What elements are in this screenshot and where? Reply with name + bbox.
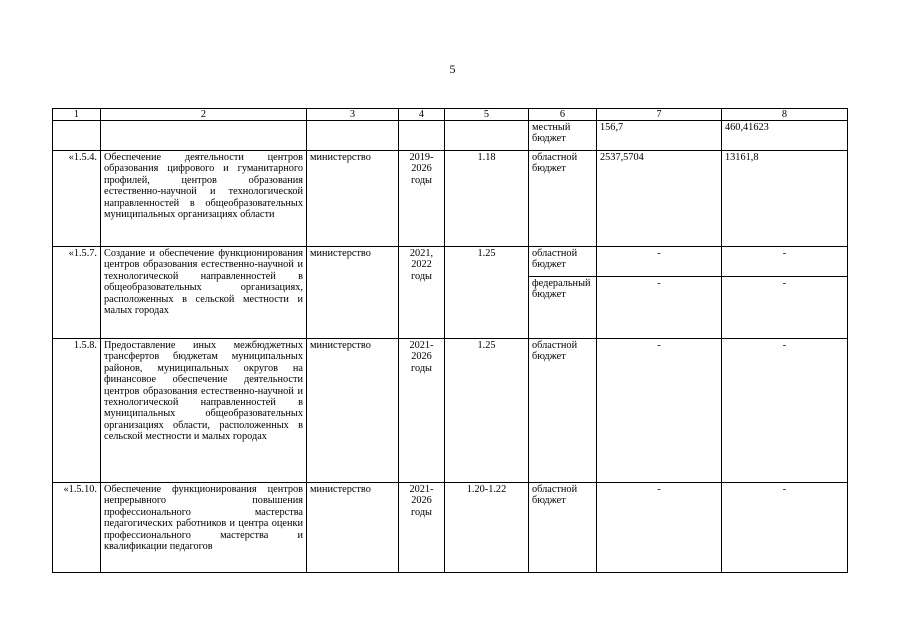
- row-number: [53, 121, 101, 151]
- row-amount-1: -: [597, 277, 722, 339]
- row-source: областной бюджет: [529, 151, 597, 247]
- row-executor: министерство: [307, 151, 399, 247]
- row-description: Обеспечение деятельности центров образования цифрового и гуманитарного профилей, центров образования естественно-научной и технологической направленностей в общеобразовательных муниципальных организациях области: [101, 151, 307, 247]
- row-number: «1.5.4.: [53, 151, 101, 247]
- table-row: [53, 483, 848, 573]
- row-executor: министерство: [307, 339, 399, 483]
- row-years: 2021-2026 годы: [399, 483, 445, 573]
- program-table: [52, 108, 848, 573]
- row-executor: министерство: [307, 247, 399, 339]
- row-number: «1.5.7.: [53, 247, 101, 339]
- header-cell: 5: [445, 109, 529, 121]
- row-indicator: 1.20-1.22: [445, 483, 529, 573]
- row-source: областной бюджет: [529, 247, 597, 277]
- row-amount-2: -: [722, 339, 848, 483]
- row-source: областной бюджет: [529, 483, 597, 573]
- header-row: [53, 109, 848, 121]
- row-number: 1.5.8.: [53, 339, 101, 483]
- row-description: [101, 121, 307, 151]
- row-amount-1: -: [597, 247, 722, 277]
- row-source: федеральный бюджет: [529, 277, 597, 339]
- row-years: 2021, 2022 годы: [399, 247, 445, 339]
- table-row: [53, 121, 848, 151]
- row-years: [399, 121, 445, 151]
- row-indicator: [445, 121, 529, 151]
- row-years: 2019-2026 годы: [399, 151, 445, 247]
- row-executor: [307, 121, 399, 151]
- row-source: областной бюджет: [529, 339, 597, 483]
- table-row: [53, 151, 848, 247]
- row-amount-2: -: [722, 277, 848, 339]
- row-amount-1: 2537,5704: [597, 151, 722, 247]
- page-number: 5: [449, 62, 456, 76]
- row-source: местный бюджет: [529, 121, 597, 151]
- row-amount-2: 460,41623: [722, 121, 848, 151]
- row-description: Создание и обеспечение функционирования центров образования естественно-научной и технологической направленностей в общеобразовательных организациях, расположенных в сельской местности и малых городах: [101, 247, 307, 339]
- header-cell: 8: [722, 109, 848, 121]
- row-number: «1.5.10.: [53, 483, 101, 573]
- row-years: 2021-2026 годы: [399, 339, 445, 483]
- row-amount-2: -: [722, 483, 848, 573]
- row-amount-1: -: [597, 483, 722, 573]
- header-cell: 1: [53, 109, 101, 121]
- table-row: [53, 247, 848, 277]
- row-indicator: 1.18: [445, 151, 529, 247]
- row-indicator: 1.25: [445, 247, 529, 339]
- table-row: [53, 339, 848, 483]
- row-executor: министерство: [307, 483, 399, 573]
- row-description: Обеспечение функционирования центров непрерывного повышения профессионального мастерства педагогических работников и центра оценки профессионального мастерства и квалификации педагогов: [101, 483, 307, 573]
- row-amount-2: 13161,8: [722, 151, 848, 247]
- row-amount-1: 156,7: [597, 121, 722, 151]
- header-cell: 2: [101, 109, 307, 121]
- header-cell: 7: [597, 109, 722, 121]
- header-cell: 6: [529, 109, 597, 121]
- header-cell: 4: [399, 109, 445, 121]
- row-amount-2: -: [722, 247, 848, 277]
- row-amount-1: -: [597, 339, 722, 483]
- row-description: Предоставление иных межбюджетных трансфертов бюджетам муниципальных районов, муниципальных округов на финансовое обеспечение деятельности центров образования естественно-научной и технологической направленностей в муниципальных общеобразовательных организациях области, расположенных в сельской местности и малых городах: [101, 339, 307, 483]
- header-cell: 3: [307, 109, 399, 121]
- row-indicator: 1.25: [445, 339, 529, 483]
